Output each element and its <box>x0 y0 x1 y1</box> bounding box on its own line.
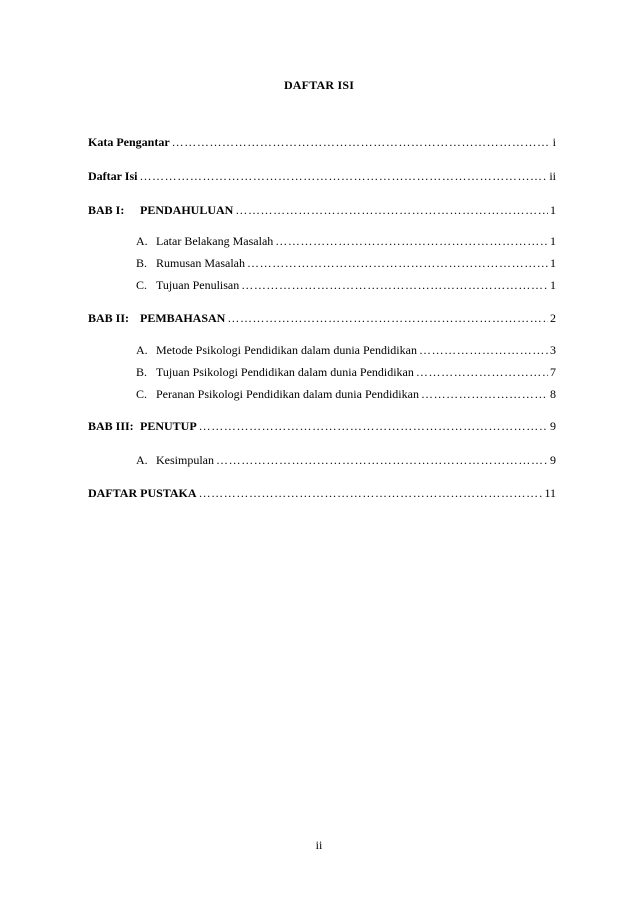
toc-label: Daftar Isi <box>88 169 138 183</box>
dot-leader <box>275 233 548 249</box>
dot-leader <box>421 386 548 402</box>
page-title: DAFTAR ISI <box>283 78 355 92</box>
dot-leader <box>199 485 543 501</box>
toc-page-number: 1 <box>550 278 556 292</box>
toc-entry-daftar-isi[interactable] <box>88 168 556 184</box>
dot-leader <box>419 342 548 358</box>
toc-label: Latar Belakang Masalah <box>156 234 274 248</box>
chapter-number: BAB III: <box>88 419 134 433</box>
dot-leader <box>247 255 548 271</box>
toc-label: Metode Psikologi Pendidikan dalam dunia Pendidikan <box>156 343 417 357</box>
toc-label: PENDAHULUAN <box>140 203 234 217</box>
dot-leader <box>416 364 548 380</box>
toc-label: PENUTUP <box>140 419 197 433</box>
item-letter: B. <box>136 365 148 379</box>
toc-entry-bab-3[interactable] <box>88 418 556 434</box>
item-letter: B. <box>136 256 148 270</box>
item-letter: A. <box>136 234 148 248</box>
dot-leader <box>235 202 548 218</box>
dot-leader <box>172 134 551 150</box>
toc-entry-bab-2-c[interactable] <box>136 386 556 402</box>
toc-page-number: 1 <box>550 256 556 270</box>
toc-page-number: 1 <box>550 234 556 248</box>
chapter-number: BAB I: <box>88 203 125 217</box>
toc-entry-bab-2-b[interactable] <box>136 364 556 380</box>
toc-page-number: 3 <box>550 343 556 357</box>
toc-label: Tujuan Psikologi Pendidikan dalam dunia Pendidikan <box>156 365 414 379</box>
toc-page-number: 8 <box>550 387 556 401</box>
toc-page-number: ii <box>549 169 556 183</box>
toc-page-number: 9 <box>550 419 556 433</box>
dot-leader <box>139 168 547 184</box>
toc-page-number: 11 <box>544 486 556 500</box>
toc-label: Rumusan Masalah <box>156 256 245 270</box>
toc-page-number: i <box>552 135 556 149</box>
toc-page-number: 7 <box>550 365 556 379</box>
item-letter: A. <box>136 453 148 467</box>
item-letter: C. <box>136 278 148 292</box>
toc-entry-bab-2[interactable] <box>88 310 556 326</box>
toc-entry-bab-1-b[interactable] <box>136 255 556 271</box>
item-letter: A. <box>136 343 148 357</box>
toc-page-number: 1 <box>550 203 556 217</box>
dot-leader <box>241 277 548 293</box>
dot-leader <box>199 418 548 434</box>
toc-entry-bab-3-a[interactable] <box>136 452 556 468</box>
toc-entry-bab-1-a[interactable] <box>136 233 556 249</box>
toc-entry-bab-1[interactable] <box>88 202 556 218</box>
toc-label: Peranan Psikologi Pendidikan dalam dunia Pendidikan <box>156 387 419 401</box>
toc-label: Tujuan Penulisan <box>156 278 240 292</box>
toc-page-number: 2 <box>550 311 556 325</box>
toc-entry-kata-pengantar[interactable] <box>88 134 556 150</box>
item-letter: C. <box>136 387 148 401</box>
toc-label: Kesimpulan <box>156 453 214 467</box>
toc-label: Kata Pengantar <box>88 135 170 149</box>
dot-leader <box>216 452 548 468</box>
toc-page-number: 9 <box>550 453 556 467</box>
dot-leader <box>227 310 548 326</box>
toc-entry-bab-2-a[interactable] <box>136 342 556 358</box>
toc-entry-bab-1-c[interactable] <box>136 277 556 293</box>
toc-entry-daftar-pustaka[interactable] <box>88 485 556 501</box>
page-footer-number: ii <box>315 838 323 852</box>
toc-label: DAFTAR PUSTAKA <box>88 486 197 500</box>
toc-label: PEMBAHASAN <box>140 311 226 325</box>
chapter-number: BAB II: <box>88 311 130 325</box>
